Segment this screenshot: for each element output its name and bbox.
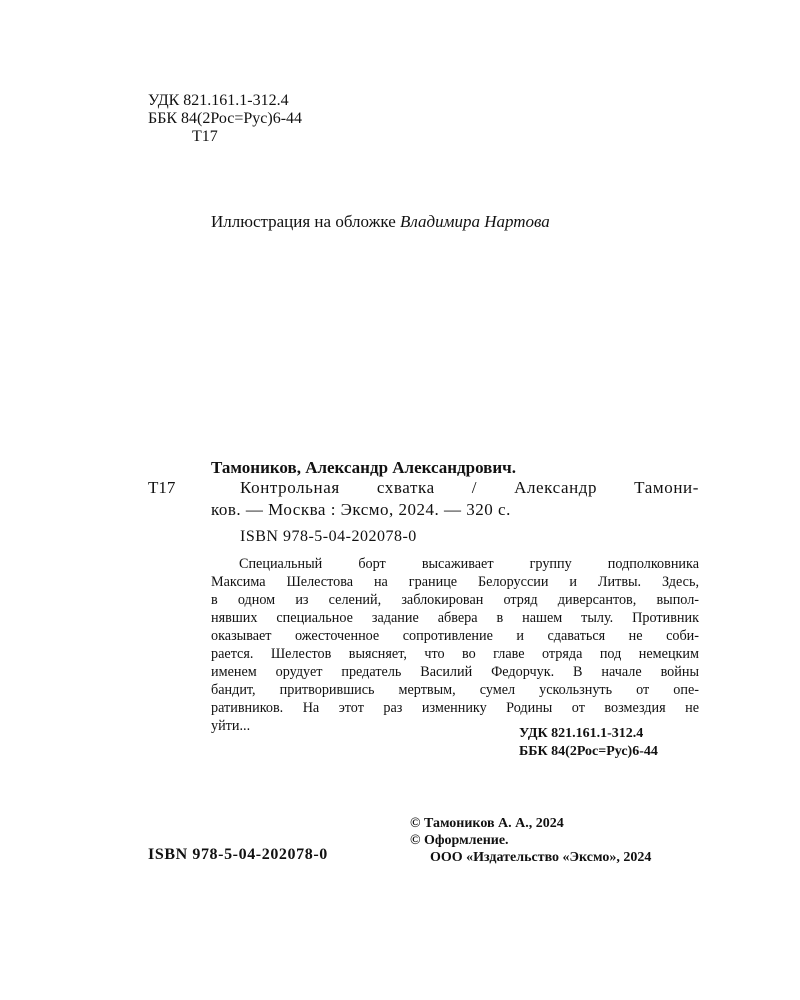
illustration-artist: Владимира Нартова	[400, 212, 550, 231]
bbk-code-right: ББК 84(2Рос=Рус)6-44	[519, 744, 658, 759]
annotation-line: именем орудует предатель Василий Федорчук. В начале войны	[211, 664, 699, 680]
author-heading: Тамоников, Александр Александрович.	[211, 458, 516, 477]
annotation-line: уйти...	[211, 718, 251, 734]
classification-block-right	[519, 725, 658, 761]
copyright-block	[410, 815, 651, 866]
annotation-line: в одном из селений, заблокирован отряд диверсантов, выпол-	[211, 592, 699, 608]
classification-block	[148, 92, 302, 146]
udk-code-right: УДК 821.161.1-312.4	[519, 726, 644, 741]
udk-code: УДК 821.161.1-312.4	[148, 92, 289, 109]
annotation-line: бандит, притворившись мертвым, сумел ускользнуть от опе-	[211, 682, 699, 698]
annotation	[211, 555, 699, 735]
illustration-prefix: Иллюстрация на обложке	[211, 212, 400, 231]
title-line-1: Контрольная схватка / Александр Тамони-	[240, 478, 699, 497]
isbn-bottom: ISBN 978-5-04-202078-0	[148, 846, 328, 863]
author-sign-code-margin: Т17	[148, 478, 176, 497]
bbk-code: ББК 84(2Рос=Рус)6-44	[148, 110, 303, 127]
illustration-credit	[211, 212, 550, 232]
title-line-2: ков. — Москва : Эксмо, 2024. — 320 с.	[211, 500, 511, 519]
isbn-record: ISBN 978-5-04-202078-0	[240, 528, 417, 545]
author-sign-code: Т17	[192, 128, 218, 145]
copyright-author: © Тамоников А. А., 2024	[410, 816, 564, 831]
copyright-publisher: ООО «Издательство «Эксмо», 2024	[430, 850, 652, 865]
annotation-line: ративников. На этот раз изменнику Родины от возмездия не	[211, 700, 699, 716]
copyright-design: © Оформление.	[410, 833, 509, 848]
annotation-line: Максима Шелестова на границе Белоруссии и Литвы. Здесь,	[211, 574, 699, 590]
annotation-line: рается. Шелестов выясняет, что во главе отряда под немецким	[211, 646, 699, 662]
annotation-line: оказывает ожесточенное сопротивление и сдаваться не соби-	[211, 628, 699, 644]
annotation-line: нявших специальное задание абвера в нашем тылу. Противник	[211, 610, 699, 626]
annotation-line: Специальный борт высаживает группу подполковника	[239, 556, 699, 572]
